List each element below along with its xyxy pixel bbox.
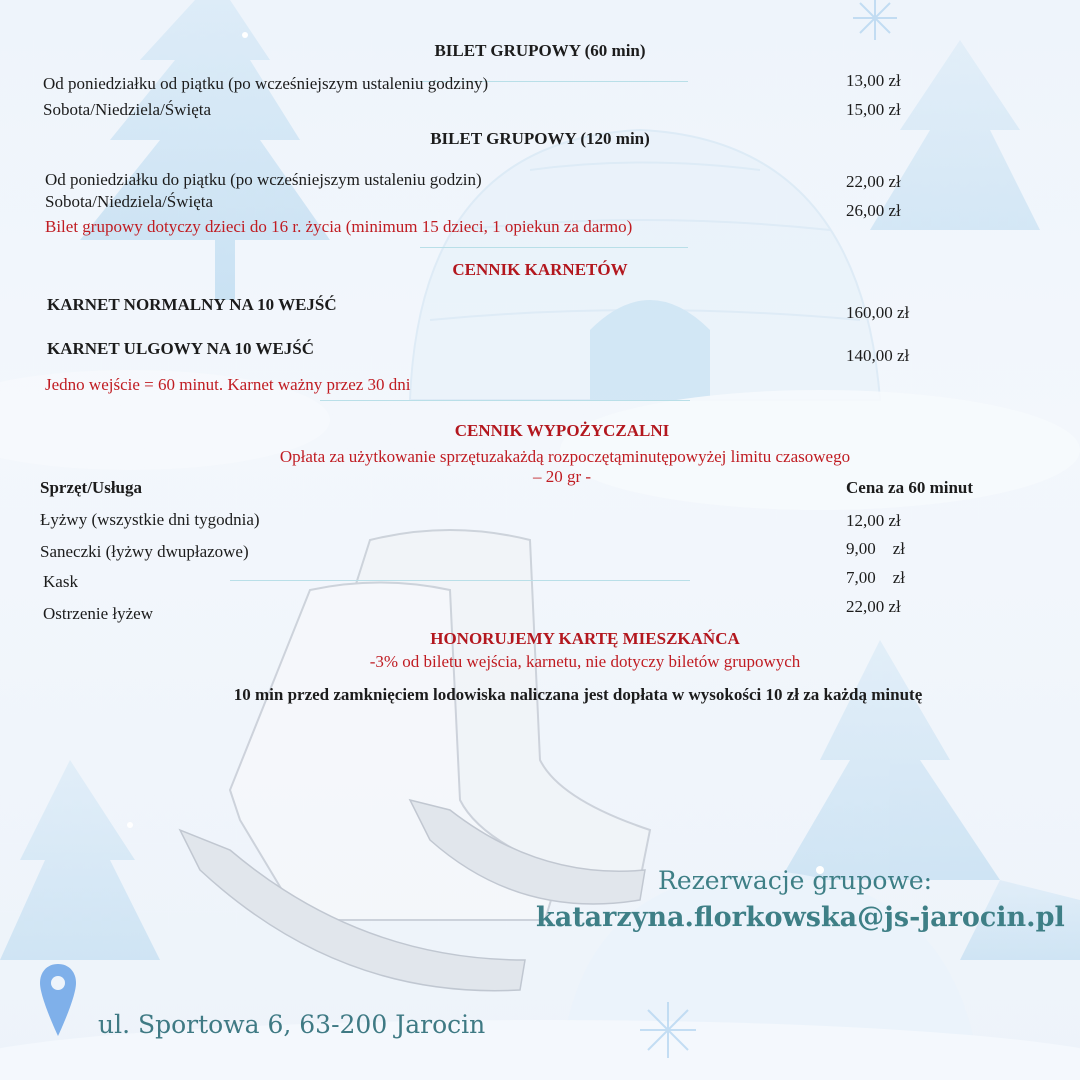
resident-note: -3% od biletu wejścia, karnetu, nie dotyczy biletów grupowych [369,652,801,671]
location-pin-icon [38,962,78,1038]
rental-col-item: Sprzęt/Usługa [40,478,142,497]
rental-row-price: 12,00 zł [846,511,901,530]
group60-row-price: 13,00 zł [846,71,901,90]
rental-row-label: Kask [43,572,78,591]
group60-row-label: Od poniedziałku od piątku (po wcześniejszym ustaleniu godziny) [43,74,489,93]
resident-heading: HONORUJEMY KARTĘ MIESZKAŃCA [430,629,740,648]
divider [230,580,690,581]
group60-heading: BILET GRUPOWY (60 min) [434,41,646,60]
group120-row-price: 26,00 zł [846,201,901,220]
rental-heading: CENNIK WYPOŻYCZALNI [454,421,670,440]
rental-row-price: 22,00 zł [846,597,901,616]
reservation-email-link[interactable]: katarzyna.florkowska@js-jarocin.pl [536,902,1065,933]
pass-row-price: 140,00 zł [846,346,910,365]
pass-row-label: KARNET NORMALNY NA 10 WEJŚĆ [47,295,337,314]
divider [320,400,690,401]
passes-heading: CENNIK KARNETÓW [452,260,628,279]
group60-row-price: 15,00 zł [846,100,901,119]
pass-row-price: 160,00 zł [846,303,910,322]
rental-fee-amount: – 20 gr - [532,467,592,486]
address-text: ul. Sportowa 6, 63-200 Jarocin [98,1010,486,1039]
rental-row-label: Saneczki (łyżwy dwupłazowe) [40,542,249,561]
reservation-label: Rezerwacje grupowe: [658,866,933,895]
rental-row-label: Łyżwy (wszystkie dni tygodnia) [40,510,260,529]
group120-row-price: 22,00 zł [846,172,901,191]
rental-col-price: Cena za 60 minut [846,478,974,497]
rental-row-label: Ostrzenie łyżew [43,604,153,623]
passes-note: Jedno wejście = 60 minut. Karnet ważny przez 30 dni [45,375,411,394]
rental-row-price: 7,00 zł [846,568,906,587]
pass-row-label: KARNET ULGOWY NA 10 WEJŚĆ [47,339,315,358]
divider [420,247,688,248]
group120-row-label: Od poniedziałku do piątku (po wcześniejszym ustaleniu godzin) [45,170,482,189]
closing-surcharge-note: 10 min przed zamknięciem lodowiska naliczana jest dopłata w wysokości 10 zł za każdą minutę [233,685,923,704]
group120-heading: BILET GRUPOWY (120 min) [430,129,650,148]
group120-row-label: Sobota/Niedziela/Święta [45,192,214,211]
group120-note: Bilet grupowy dotyczy dzieci do 16 r. życia (minimum 15 dzieci, 1 opiekun za darmo) [45,217,633,236]
rental-row-price: 9,00 zł [846,539,906,558]
group60-row-label: Sobota/Niedziela/Święta [43,100,212,119]
rental-fee-note: Opłata za użytkowanie sprzętuzakażdą rozpoczętąminutępowyżej limitu czasowego [279,447,851,466]
